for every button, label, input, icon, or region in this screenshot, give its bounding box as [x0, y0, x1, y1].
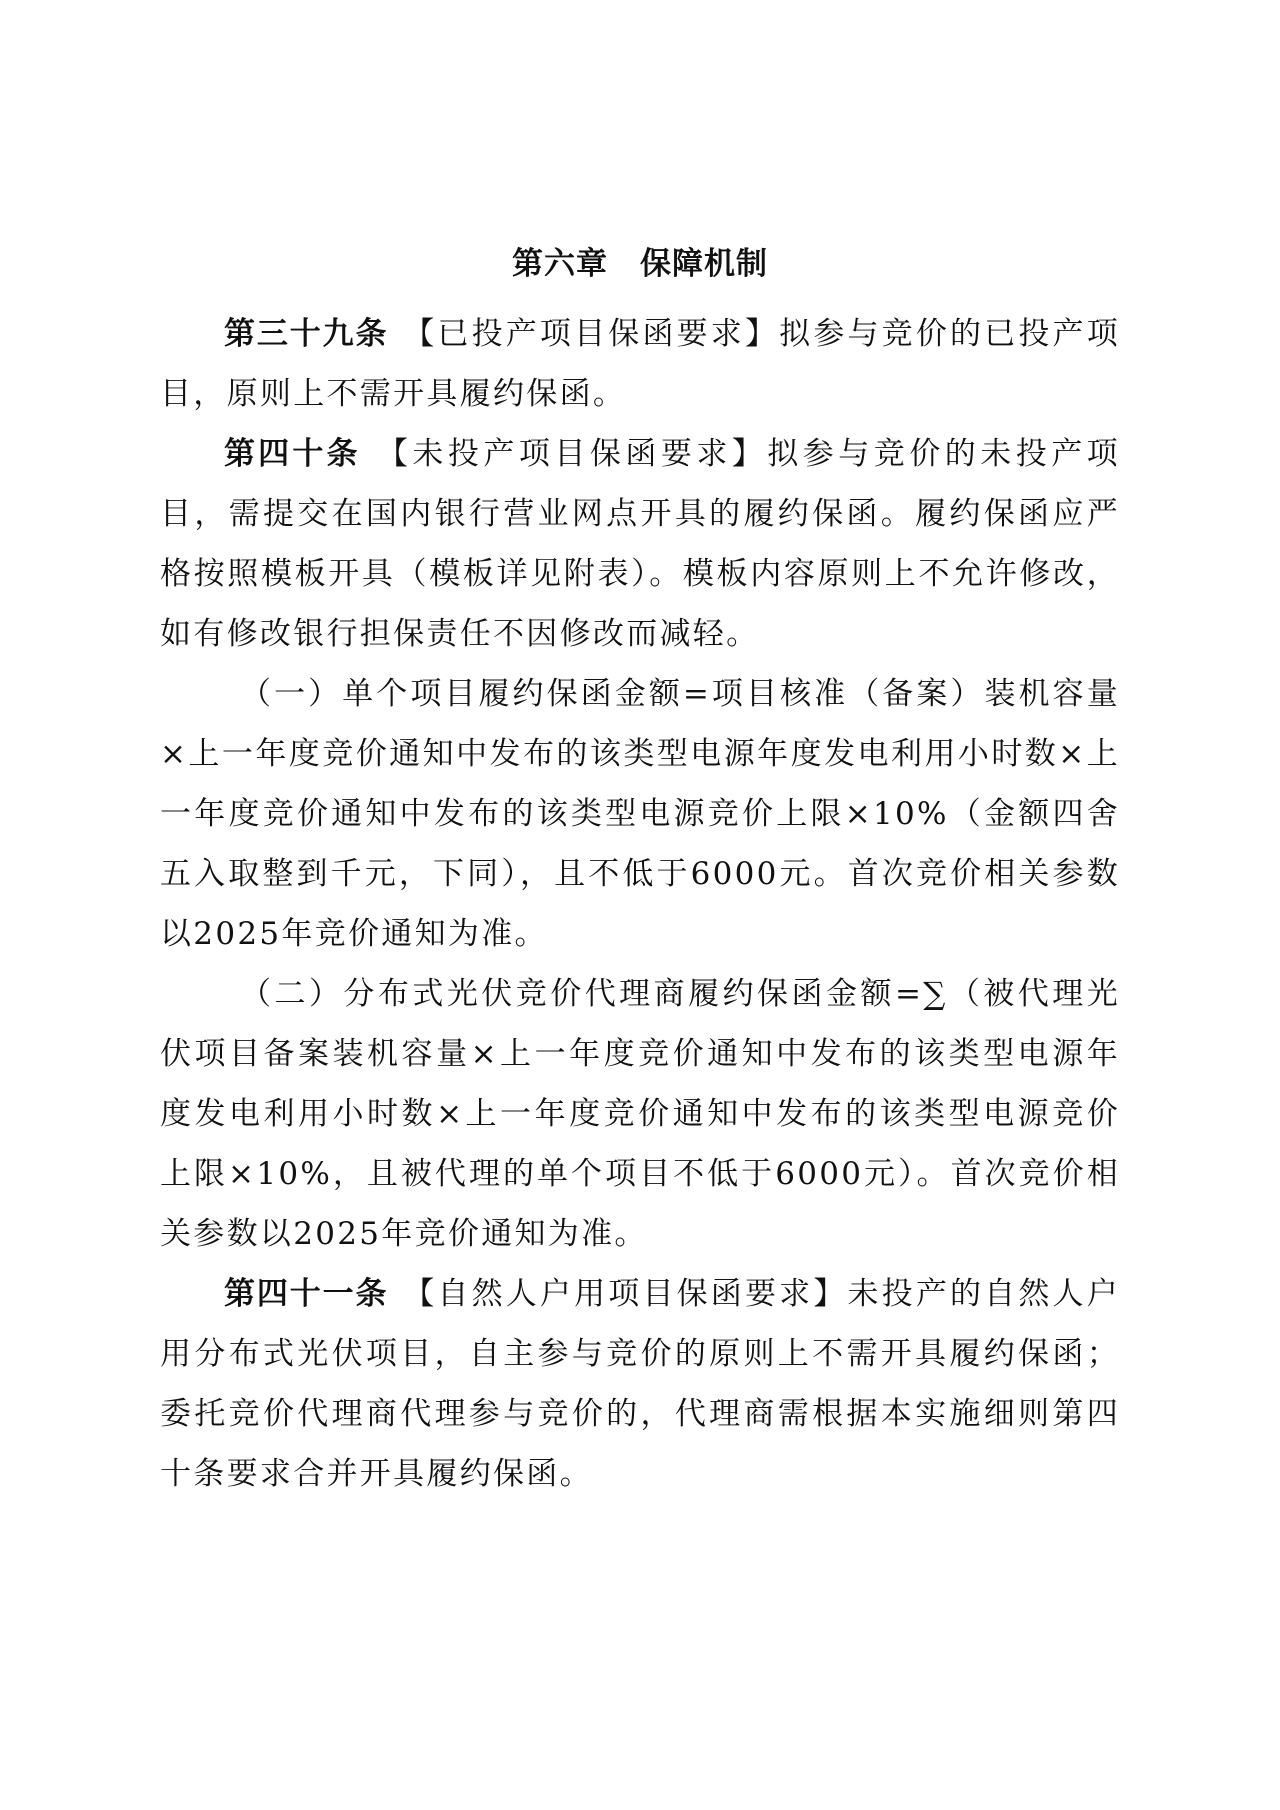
article-number: 第三十九条	[224, 316, 389, 352]
article-41	[160, 1264, 1120, 1504]
chapter-title	[160, 228, 1120, 300]
chapter-number: 第六章	[512, 246, 608, 282]
document-body	[160, 228, 1120, 1504]
article-39	[160, 304, 1120, 424]
article-text: 【未投产项目保函要求】拟参与竞价的未投产项目，需提交在国内银行营业网点开具的履约保函。履约保函应严格按照模板开具（模板详见附表）。模板内容原则上不允许修改，如有修改银行担保责任不因修改而减轻。	[160, 436, 1120, 652]
article-40-item-1: （一）单个项目履约保函金额=项目核准（备案）装机容量×上一年度竞价通知中发布的该类型电源年度发电利用小时数×上一年度竞价通知中发布的该类型电源竞价上限×10%（金额四舍五入取整到千元，下同），且不低于6000元。首次竞价相关参数以2025年竞价通知为准。	[160, 676, 1120, 952]
chapter-name: 保障机制	[640, 246, 768, 282]
article-40	[160, 424, 1120, 664]
article-text: 【已投产项目保函要求】拟参与竞价的已投产项目，原则上不需开具履约保函。	[160, 316, 1120, 412]
article-number: 第四十一条	[224, 1276, 389, 1312]
article-40-item-2: （二）分布式光伏竞价代理商履约保函金额=∑（被代理光伏项目备案装机容量×上一年度竞价通知中发布的该类型电源年度发电利用小时数×上一年度竞价通知中发布的该类型电源竞价上限×10%，且被代理的单个项目不低于6000元）。首次竞价相关参数以2025年竞价通知为准。	[160, 976, 1120, 1252]
article-number: 第四十条	[224, 436, 361, 472]
article-text: 【自然人户用项目保函要求】未投产的自然人户用分布式光伏项目，自主参与竞价的原则上不需开具履约保函；委托竞价代理商代理参与竞价的，代理商需根据本实施细则第四十条要求合并开具履约保函。	[160, 1276, 1120, 1492]
